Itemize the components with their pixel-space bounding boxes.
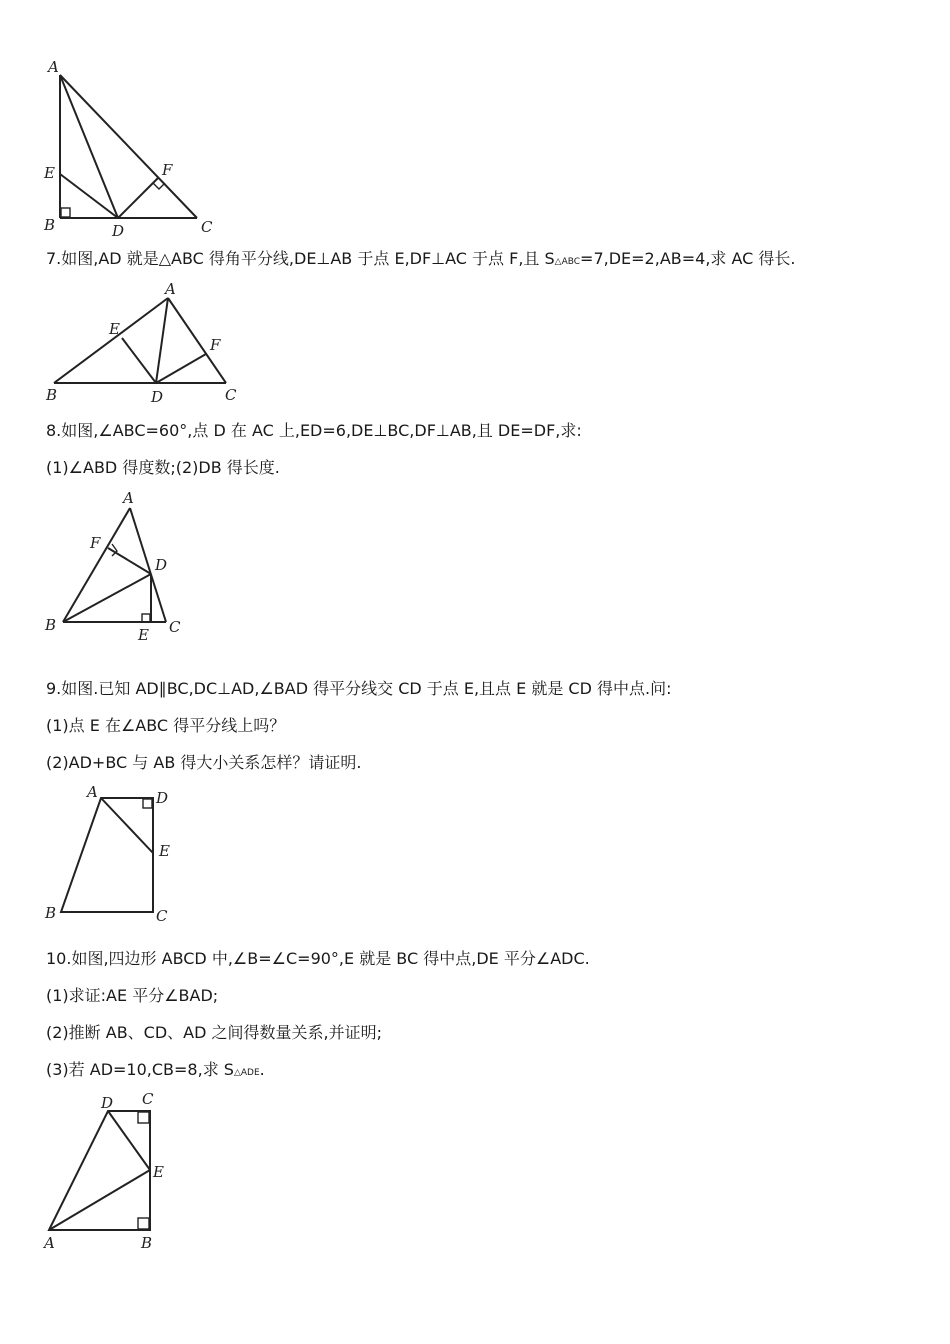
label-c: C bbox=[142, 1090, 154, 1108]
label-c: C bbox=[169, 618, 181, 636]
question-10-line-3: (2)推断 AB、CD、AD 之间得数量关系,并证明; bbox=[46, 1023, 382, 1042]
question-8-line-2: (1)∠ABD 得度数;(2)DB 得长度. bbox=[46, 458, 280, 477]
right-angle-mark-c bbox=[138, 1112, 149, 1123]
label-d: D bbox=[155, 556, 168, 574]
figure-q10 bbox=[0, 0, 260, 1260]
question-10-line-1: 10.如图,四边形 ABCD 中,∠B=∠C=90°,E 就是 BC 得中点,DE 平分∠ADC. bbox=[46, 949, 590, 968]
label-e: E bbox=[44, 164, 55, 182]
label-a: A bbox=[165, 280, 176, 298]
label-c: C bbox=[225, 386, 237, 404]
q10-line4-after: . bbox=[259, 1060, 265, 1079]
label-b: B bbox=[45, 904, 57, 922]
quadrilateral-abcd bbox=[49, 1111, 150, 1230]
q7-subscript: △ABC bbox=[554, 257, 581, 267]
label-e: E bbox=[159, 842, 170, 860]
label-b: B bbox=[44, 216, 56, 234]
label-a: A bbox=[48, 58, 59, 76]
label-f: F bbox=[210, 336, 221, 354]
question-9-line-1: 9.如图.已知 AD∥BC,DC⊥AD,∠BAD 得平分线交 CD 于点 E,且点 E 就是 CD 得中点.问: bbox=[46, 679, 672, 698]
label-b: B bbox=[46, 386, 58, 404]
label-b: B bbox=[141, 1234, 153, 1252]
question-10-line-2: (1)求证:AE 平分∠BAD; bbox=[46, 986, 219, 1005]
segment-de bbox=[108, 1111, 150, 1170]
q7-text-before: 7.如图,AD 就是△ABC 得角平分线,DE⊥AB 于点 E,DF⊥AC 于点 F,且 S bbox=[46, 249, 555, 268]
label-f: F bbox=[162, 161, 173, 179]
label-d: D bbox=[151, 388, 164, 406]
label-d: D bbox=[112, 222, 125, 240]
label-a: A bbox=[44, 1234, 55, 1252]
q10-subscript: △ADE bbox=[233, 1068, 260, 1078]
label-e: E bbox=[138, 626, 149, 644]
label-d: D bbox=[101, 1094, 114, 1112]
right-angle-mark-b bbox=[138, 1218, 149, 1229]
label-a: A bbox=[123, 489, 134, 507]
label-d: D bbox=[156, 789, 169, 807]
question-9-line-2: (1)点 E 在∠ABC 得平分线上吗？ bbox=[46, 716, 286, 735]
label-e: E bbox=[153, 1163, 164, 1181]
q7-text-after: =7,DE=2,AB=4,求 AC 得长. bbox=[580, 249, 796, 268]
label-f: F bbox=[90, 534, 101, 552]
label-c: C bbox=[156, 907, 168, 925]
label-b: B bbox=[45, 616, 57, 634]
question-8-line-1: 8.如图,∠ABC=60°,点 D 在 AC 上,ED=6,DE⊥BC,DF⊥AB,且 DE=DF,求: bbox=[46, 421, 582, 440]
label-c: C bbox=[201, 218, 213, 236]
label-a: A bbox=[87, 783, 98, 801]
question-9-line-3: (2)AD+BC 与 AB 得大小关系怎样？请证明. bbox=[46, 753, 362, 772]
label-e: E bbox=[109, 320, 120, 338]
q10-line4-before: (3)若 AD=10,CB=8,求 S bbox=[46, 1060, 234, 1079]
